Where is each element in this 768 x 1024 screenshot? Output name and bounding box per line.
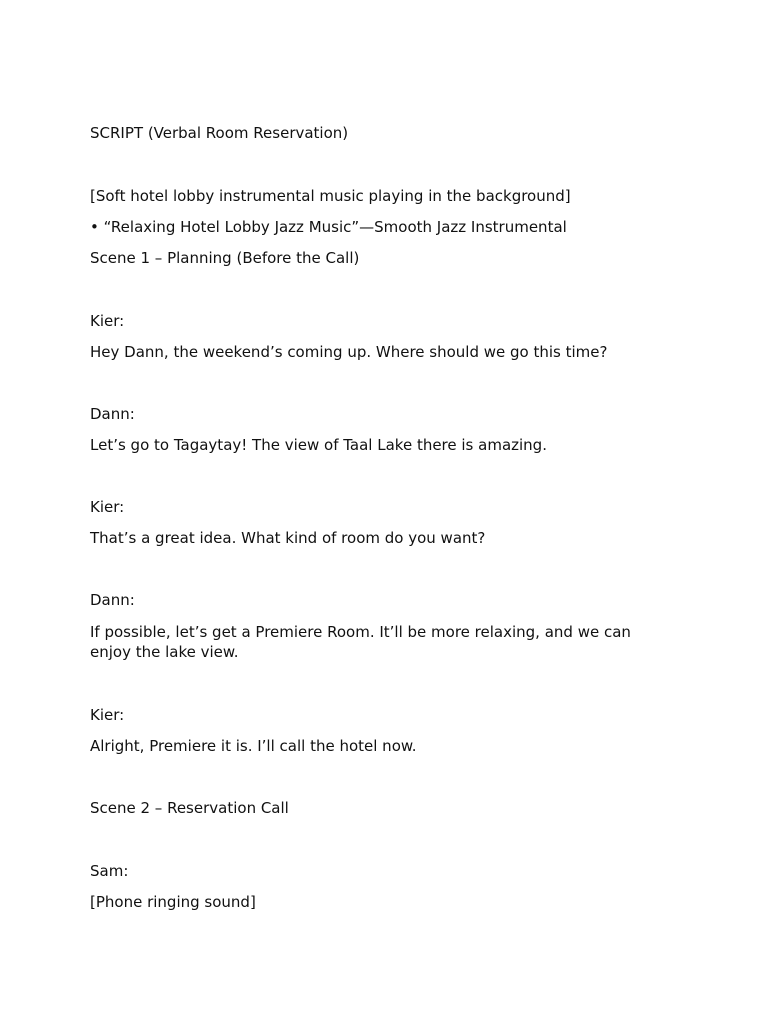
script-title: SCRIPT (Verbal Room Reservation) [90,124,349,142]
scene-1-heading: Scene 1 – Planning (Before the Call) [90,249,360,267]
music-bullet-item: • “Relaxing Hotel Lobby Jazz Music”—Smooth Jazz Instrumental [90,218,567,236]
stage-direction-music: [Soft hotel lobby instrumental music playing in the background] [90,187,571,205]
speaker-label: Dann: [90,405,135,423]
dialogue-line: Alright, Premiere it is. I’ll call the hotel now. [90,737,417,755]
dialogue-line: That’s a great idea. What kind of room do you want? [90,529,486,547]
speaker-label: Kier: [90,498,125,516]
stage-direction-phone: [Phone ringing sound] [90,893,256,911]
speaker-label: Sam: [90,862,129,880]
dialogue-line: Hey Dann, the weekend’s coming up. Where should we go this time? [90,343,608,361]
dialogue-line: If possible, let’s get a Premiere Room. It’ll be more relaxing, and we can enjoy the lake view. [90,623,631,661]
dialogue-line: Let’s go to Tagaytay! The view of Taal Lake there is amazing. [90,436,547,454]
scene-2-heading: Scene 2 – Reservation Call [90,799,289,817]
speaker-label: Kier: [90,706,125,724]
speaker-label: Kier: [90,312,125,330]
speaker-label: Dann: [90,591,135,609]
